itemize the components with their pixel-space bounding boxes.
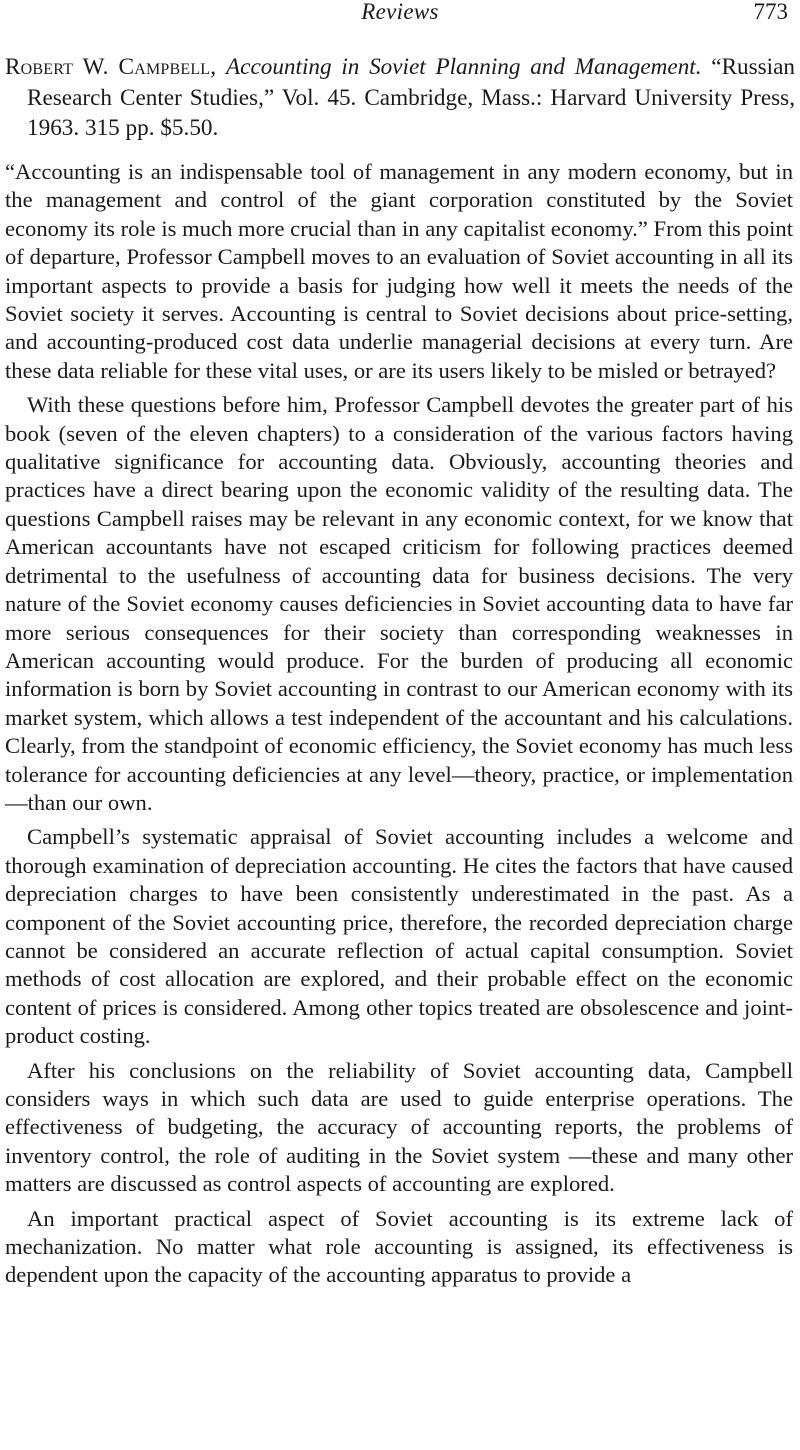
citation-details: “Russian Research Center Studies,” Vol. 45. Cambridge, Mass.: Harvard University Press, 1963. 315 pp. $5.50. [27,54,796,141]
page-number: 773 [753,0,788,24]
paragraph-1: “Accounting is an indispensable tool of management in any modern economy, but in the management and control of the giant corporation constituted by the Soviet economy its role is much more crucial than in any capitalist economy.” From this point of departure, Professor Campbell moves to an evaluation of Soviet accounting in all its important aspects to provide a basis for judging how well it meets the needs of the Soviet society it serves. Accounting is central to Soviet decisions about price-setting, and accounting-produced cost data underlie managerial decisions at every turn. Are these data reliable for these vital uses, or are its users likely to be misled or betrayed? [5,159,793,383]
paragraph-3: Campbell’s systematic appraisal of Soviet accounting includes a welcome and thorough examination of depreciation accounting. He cites the factors that have caused depreciation charges to have been consistently underestimated in the past. As a component of the Soviet accounting price, therefore, the recorded depreciation charge cannot be considered an accurate reflection of actual capital consumption. Soviet methods of cost allocation are explored, and their probable effect on the economic content of prices is considered. Among other topics treated are obsolescence and joint-product costing. [5,824,793,1049]
paragraph-4: After his conclusions on the reliability of Soviet accounting data, Campbell considers ways in which such data are used to guide enterprise operations. The effectiveness of budgeting, the accuracy of accounting reports, the problems of inventory control, the role of auditing in the Soviet system —these and many other matters are discussed as control aspects of accounting are explored. [5,1057,793,1197]
review-body [5,158,793,1296]
paragraph-5: An important practical aspect of Soviet accounting is its extreme lack of mechanization. No matter what role accounting is assigned, its effectiveness is dependent upon the capacity of the accounting apparatus to provide a [5,1205,793,1288]
citation-author: Robert W. Campbell, [5,54,217,80]
citation-title: Accounting in Soviet Planning and Management. [226,54,702,80]
book-citation [5,52,795,144]
paragraph-2: With these questions before him, Professor Campbell devotes the greater part of his book (seven of the eleven chapters) to a consideration of the various factors having qualitative significance for accounting data. Obviously, accounting theories and practices have a direct bearing upon the economic validity of the resulting data. The questions Campbell raises may be relevant in any economic context, for we know that American accountants have not escaped criticism for following practices deemed detrimental to the usefulness of accounting data for business decisions. The very nature of the Soviet economy causes deficiencies in Soviet accounting data to have far more serious consequences for their society than corresponding weaknesses in American accounting would produce. For the burden of producing all economic information is born by Soviet accounting in contrast to our American economy with its market system, which allows a test independent of the accountant and his calculations. Clearly, from the standpoint of economic efficiency, the Soviet economy has much less tolerance for accounting deficiencies at any level—theory, practice, or implementation—than our own. [5,392,793,815]
running-head: Reviews [361,0,439,24]
page-header [0,0,800,30]
